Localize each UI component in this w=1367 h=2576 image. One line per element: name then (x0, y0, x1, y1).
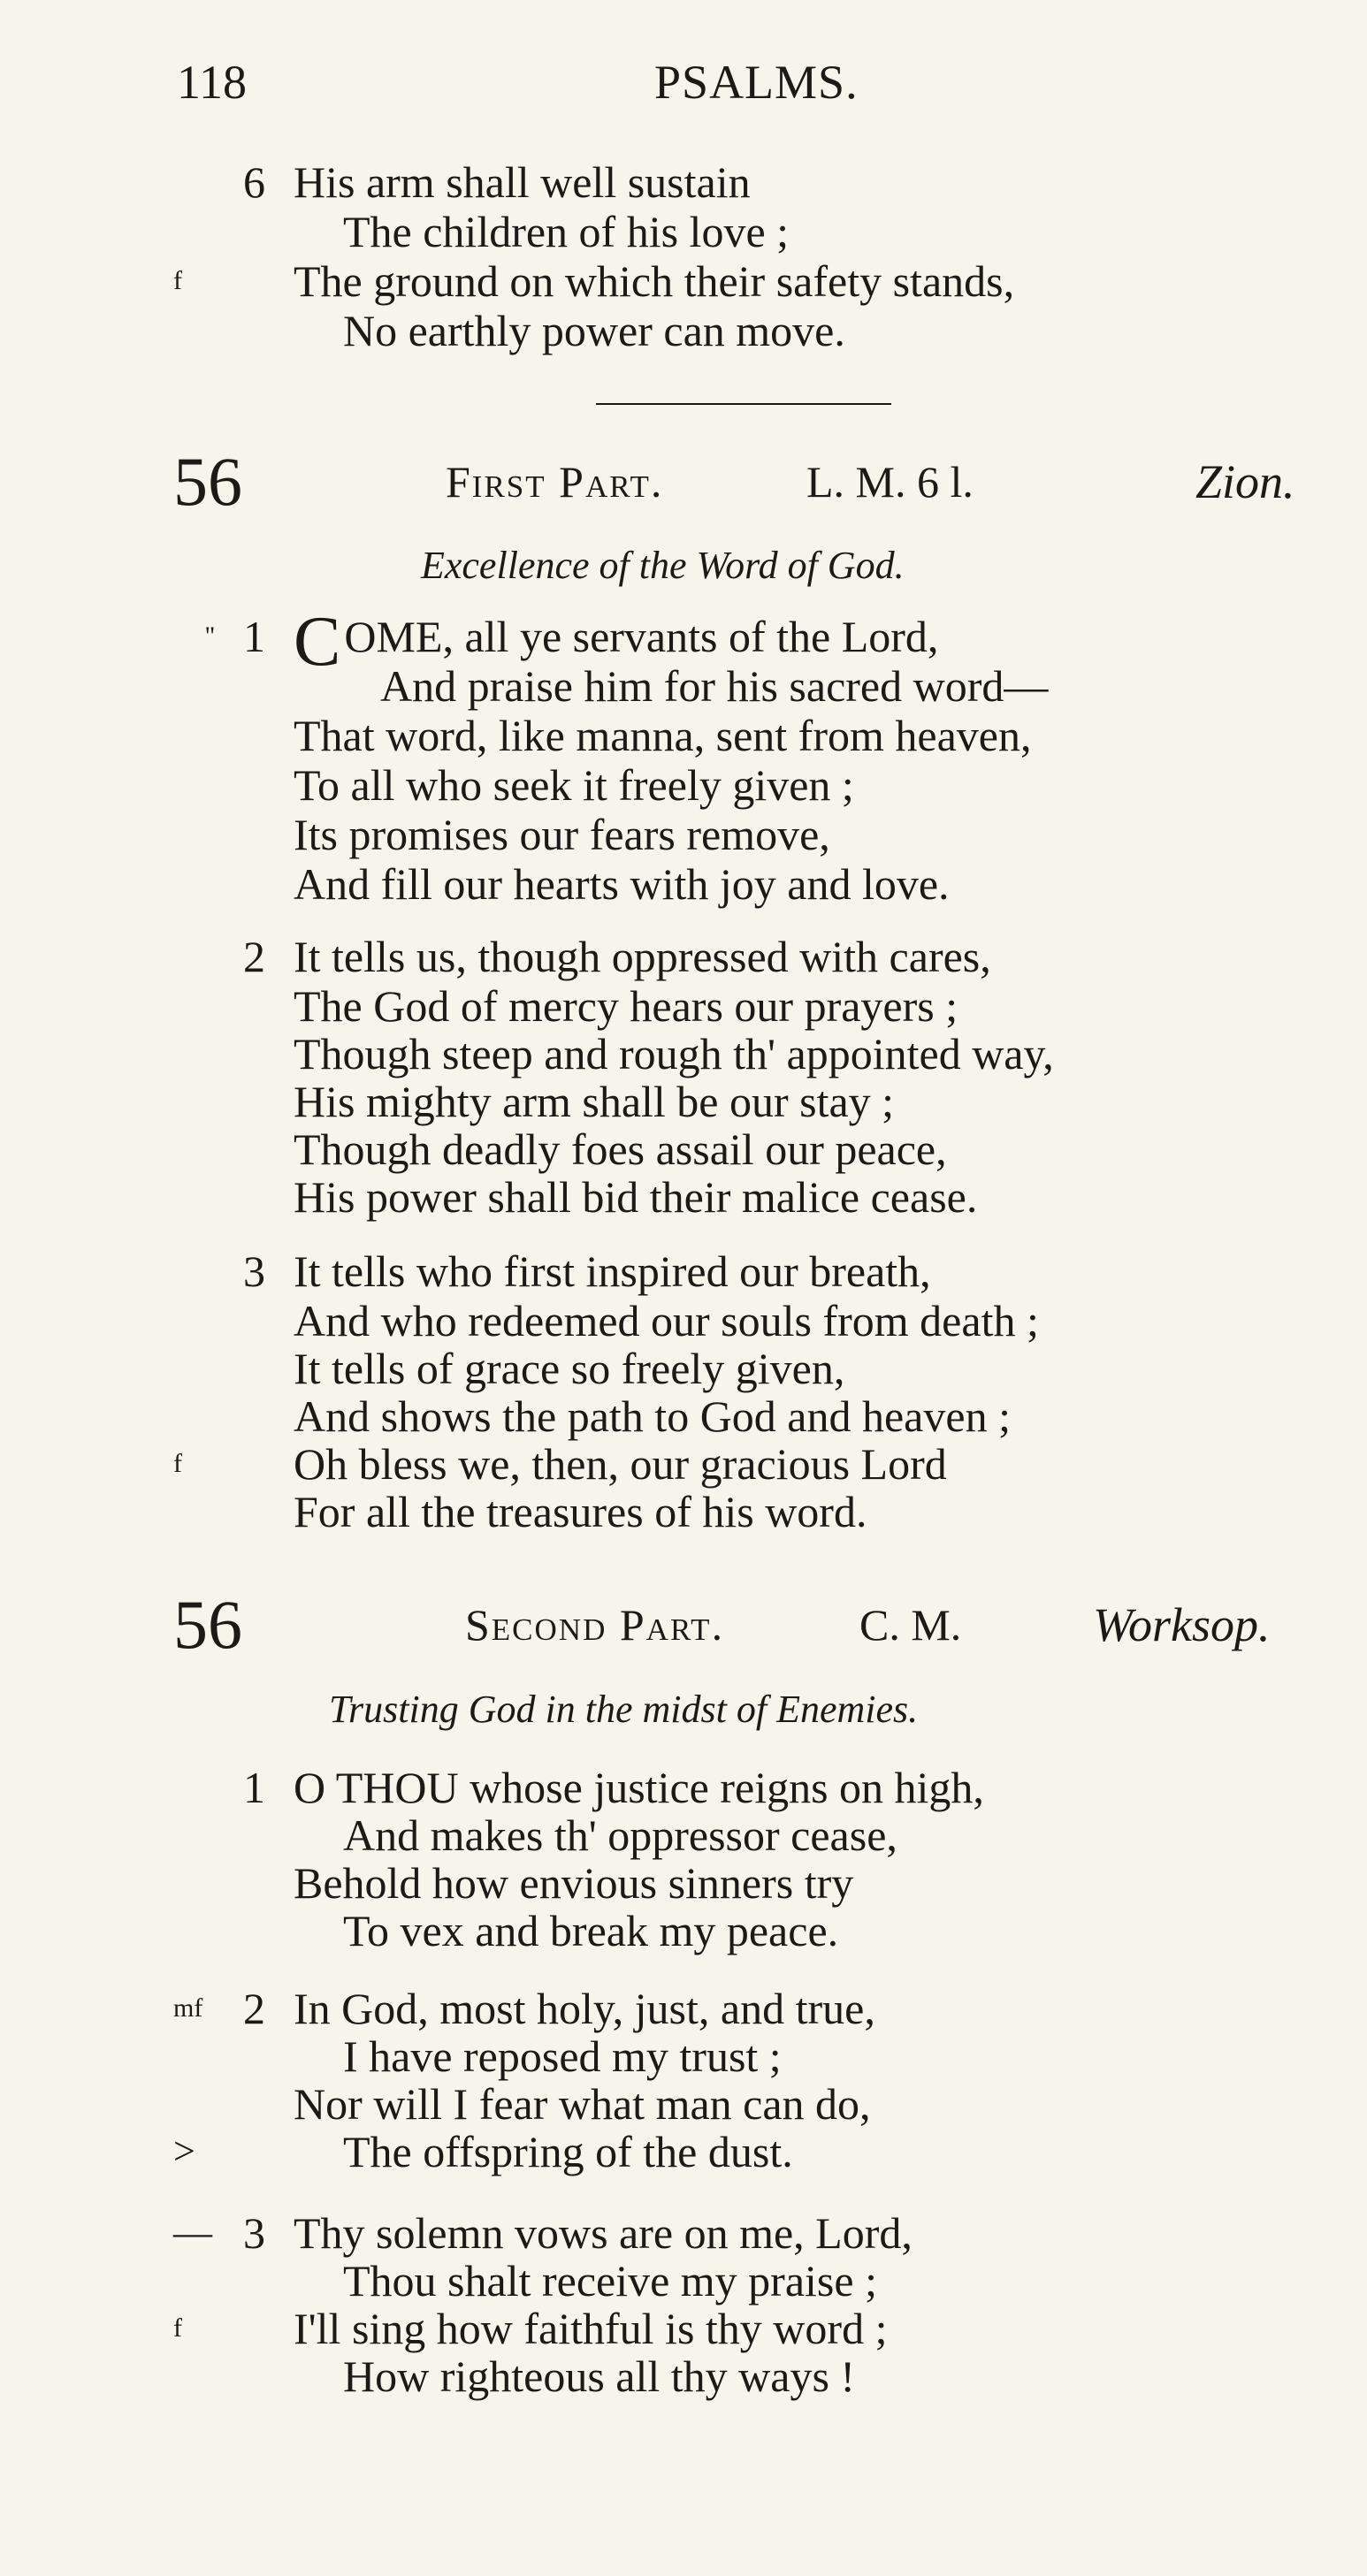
verse-text: The ground on which their safety stands, (294, 256, 1015, 306)
verse-text: Thy solemn vows are on me, Lord, (294, 2208, 913, 2258)
verse-number: 1 (243, 1763, 265, 1812)
verse-line (0, 1391, 1367, 1441)
verse-line (0, 1029, 1367, 1078)
verse-text (294, 603, 939, 681)
verse-text: It tells who first inspired our breath, (294, 1246, 931, 1296)
verse-line (0, 810, 1367, 859)
hymn-part: Second Part. (465, 1600, 725, 1650)
hymn-subtitle: Excellence of the Word of God. (421, 544, 905, 587)
verse-text: No earthly power can move. (343, 306, 845, 355)
verse-number: 1 (243, 612, 265, 661)
verse-text: It tells of grace so freely given, (294, 1344, 845, 1393)
tune-name: Worksop. (1093, 1598, 1271, 1651)
verse-text: Nor will I fear what man can do, (294, 2079, 871, 2129)
verse-line (0, 1246, 1367, 1296)
verse-text: And makes th' oppressor cease, (343, 1810, 897, 1860)
verse-line (0, 1439, 1367, 1489)
verse-text: Though steep and rough th' appointed way, (294, 1029, 1054, 1078)
verse-text: O THOU whose justice reigns on high, (294, 1763, 984, 1812)
drop-cap: C (294, 603, 341, 681)
verse-line (0, 2127, 1367, 2176)
verse-text: The offspring of the dust. (343, 2127, 793, 2176)
verse-text: I have reposed my trust ; (343, 2031, 782, 2081)
hymn-subtitle: Trusting God in the midst of Enemies. (329, 1688, 919, 1731)
verse-text: How righteous all thy ways ! (343, 2351, 856, 2401)
verse-line (0, 1124, 1367, 1174)
tune-name: Zion. (1195, 455, 1295, 508)
verse-line (0, 2208, 1367, 2258)
verse-number: 2 (243, 1984, 265, 2033)
hymn-number: 56 (173, 1586, 242, 1663)
verse-text: His power shall bid their malice cease. (294, 1172, 978, 1222)
verse-number: 6 (243, 157, 265, 207)
verse-line (0, 157, 1367, 207)
verse-line (0, 1077, 1367, 1126)
running-title: PSALMS. (654, 56, 859, 109)
dynamic-mark: '' (205, 621, 215, 651)
verse-text: The God of mercy hears our prayers ; (294, 981, 958, 1031)
verse-text-rest: OME, all ye servants of the Lord, (344, 612, 939, 661)
verse-number: 3 (243, 1246, 265, 1296)
dynamic-mark: f (173, 1449, 182, 1478)
hymn-meter: L. M. 6 l. (806, 457, 974, 507)
verse-line (0, 1858, 1367, 1908)
verse-line (0, 2351, 1367, 2401)
verse-text: And who redeemed our souls from death ; (294, 1296, 1039, 1345)
verse-text: I'll sing how faithful is thy word ; (294, 2304, 888, 2353)
verse-number: 2 (243, 932, 265, 981)
hymn-heading (0, 1586, 1367, 1663)
verse-text: And fill our hearts with joy and love. (294, 859, 950, 909)
verse-line (0, 2031, 1367, 2081)
dynamic-mark: f (173, 2313, 182, 2343)
verse-text: His arm shall well sustain (294, 157, 751, 207)
verse-line (0, 256, 1367, 306)
verse-line (0, 2079, 1367, 2129)
verse-text: In God, most holy, just, and true, (294, 1984, 875, 2033)
verse-line (0, 306, 1367, 355)
verse-text: Its promises our fears remove, (294, 810, 830, 859)
verse-line (0, 661, 1367, 711)
verse-text: Oh bless we, then, our gracious Lord (294, 1439, 947, 1489)
hymn-heading (0, 443, 1367, 520)
page-number: 118 (177, 56, 247, 109)
verse-line (0, 932, 1367, 981)
verse-text: His mighty arm shall be our stay ; (294, 1077, 895, 1126)
verse-line (0, 981, 1367, 1031)
hymn-part: First Part. (446, 457, 664, 507)
verse-text: That word, like manna, sent from heaven, (294, 711, 1032, 760)
dynamic-mark: — (173, 2211, 212, 2254)
verse-text: Though deadly foes assail our peace, (294, 1124, 947, 1174)
verse-text: And shows the path to God and heaven ; (294, 1391, 1011, 1441)
verse-line (0, 1172, 1367, 1222)
verse-line (0, 2256, 1367, 2305)
verse-text: To vex and break my peace. (343, 1906, 839, 1955)
verse-line (0, 2304, 1367, 2353)
verse-line (0, 1984, 1367, 2033)
verse-text: It tells us, though oppressed with cares, (294, 932, 991, 981)
verse-text: Behold how envious sinners try (294, 1858, 854, 1908)
accent-mark: > (173, 2130, 195, 2173)
verse-line (0, 1810, 1367, 1860)
verse-number: 3 (243, 2208, 265, 2258)
verse-text: Thou shalt receive my praise ; (343, 2256, 877, 2305)
hymn-meter: C. M. (859, 1600, 962, 1650)
verse-line (0, 1296, 1367, 1345)
verse-line (0, 207, 1367, 256)
verse-line (0, 603, 1367, 681)
verse-text: And praise him for his sacred word— (380, 661, 1049, 711)
verse-line (0, 760, 1367, 810)
hymn-number: 56 (173, 443, 242, 520)
verse-line (0, 859, 1367, 909)
verse-line (0, 711, 1367, 760)
verse-text: To all who seek it freely given ; (294, 760, 854, 810)
verse-line (0, 1344, 1367, 1393)
dynamic-mark: mf (173, 1993, 203, 2023)
verse-line (0, 1763, 1367, 1812)
verse-text: For all the treasures of his word. (294, 1487, 867, 1536)
verse-line (0, 1906, 1367, 1955)
dynamic-mark: f (173, 266, 182, 295)
verse-line (0, 1487, 1367, 1536)
verse-text: The children of his love ; (343, 207, 790, 256)
section-divider (596, 403, 891, 405)
